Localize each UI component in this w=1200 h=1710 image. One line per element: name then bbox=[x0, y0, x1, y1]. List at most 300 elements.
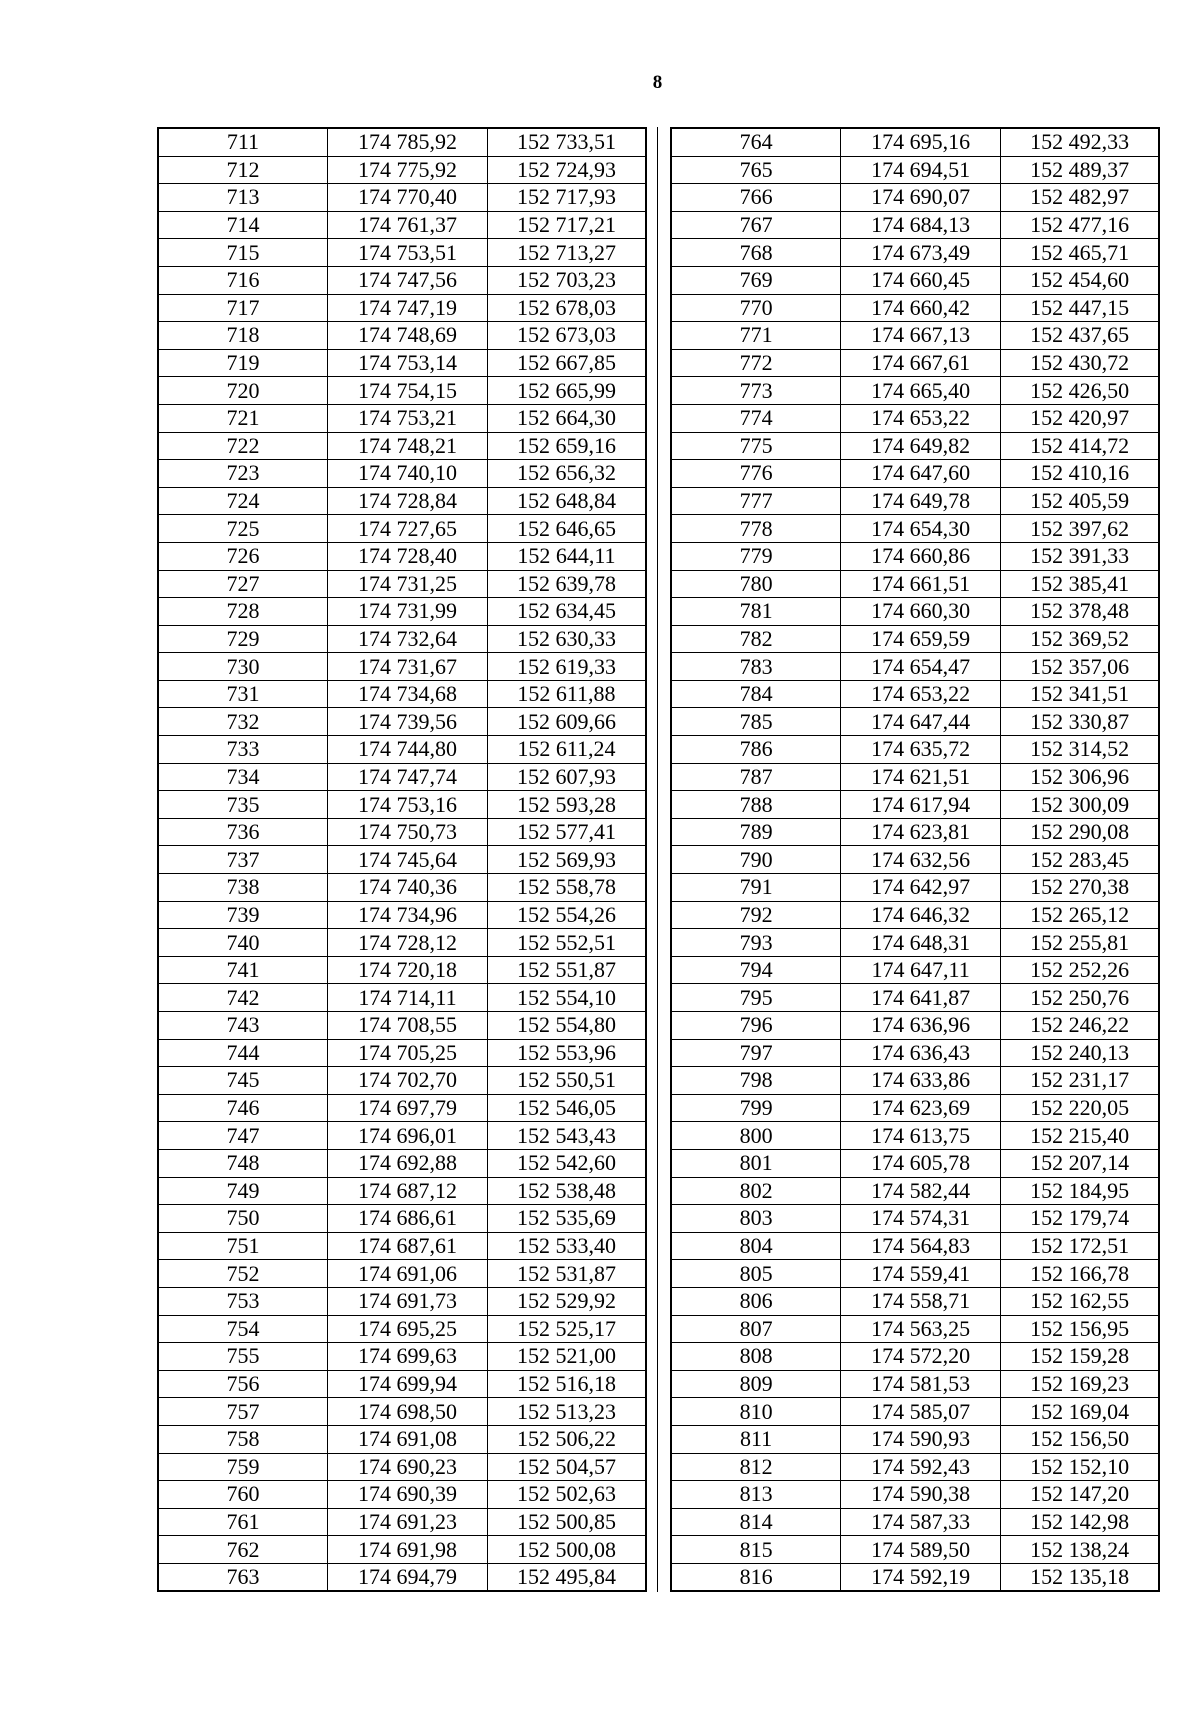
point-number-cell: 812 bbox=[671, 1453, 840, 1481]
point-number-cell: 752 bbox=[158, 1260, 327, 1288]
point-number-cell: 783 bbox=[671, 653, 840, 681]
point-number-cell: 742 bbox=[158, 984, 327, 1012]
y-coordinate-cell: 152 357,06 bbox=[1001, 653, 1159, 681]
table-row bbox=[671, 211, 1159, 239]
y-coordinate-cell: 152 593,28 bbox=[488, 791, 646, 819]
point-number-cell: 769 bbox=[671, 266, 840, 294]
x-coordinate-cell: 174 734,96 bbox=[327, 901, 487, 929]
y-coordinate-cell: 152 420,97 bbox=[1001, 404, 1159, 432]
y-coordinate-cell: 152 314,52 bbox=[1001, 736, 1159, 764]
table-row bbox=[158, 1260, 646, 1288]
table-row bbox=[158, 1315, 646, 1343]
table-row bbox=[671, 598, 1159, 626]
x-coordinate-cell: 174 665,40 bbox=[841, 377, 1001, 405]
point-number-cell: 717 bbox=[158, 294, 327, 322]
point-number-cell: 713 bbox=[158, 184, 327, 212]
x-coordinate-cell: 174 574,31 bbox=[841, 1205, 1001, 1233]
table-row bbox=[158, 1481, 646, 1509]
point-number-cell: 738 bbox=[158, 874, 327, 902]
y-coordinate-cell: 152 477,16 bbox=[1001, 211, 1159, 239]
table-row bbox=[158, 1094, 646, 1122]
x-coordinate-cell: 174 785,92 bbox=[327, 128, 487, 156]
table-row bbox=[671, 1398, 1159, 1426]
point-number-cell: 815 bbox=[671, 1536, 840, 1564]
point-number-cell: 800 bbox=[671, 1122, 840, 1150]
table-row bbox=[158, 1205, 646, 1233]
table-row bbox=[158, 984, 646, 1012]
table-row bbox=[671, 1205, 1159, 1233]
point-number-cell: 796 bbox=[671, 1012, 840, 1040]
y-coordinate-cell: 152 397,62 bbox=[1001, 515, 1159, 543]
table-row bbox=[671, 1370, 1159, 1398]
table-row bbox=[158, 1287, 646, 1315]
x-coordinate-cell: 174 748,21 bbox=[327, 432, 487, 460]
x-coordinate-cell: 174 731,67 bbox=[327, 653, 487, 681]
table-row bbox=[671, 956, 1159, 984]
y-coordinate-cell: 152 300,09 bbox=[1001, 791, 1159, 819]
x-coordinate-cell: 174 747,74 bbox=[327, 763, 487, 791]
x-coordinate-cell: 174 647,60 bbox=[841, 460, 1001, 488]
table-row bbox=[158, 404, 646, 432]
x-coordinate-cell: 174 748,69 bbox=[327, 322, 487, 350]
point-number-cell: 728 bbox=[158, 598, 327, 626]
x-coordinate-cell: 174 714,11 bbox=[327, 984, 487, 1012]
point-number-cell: 711 bbox=[158, 128, 327, 156]
table-row bbox=[158, 570, 646, 598]
table-row bbox=[671, 625, 1159, 653]
table-row bbox=[158, 763, 646, 791]
x-coordinate-cell: 174 649,78 bbox=[841, 487, 1001, 515]
y-coordinate-cell: 152 502,63 bbox=[488, 1481, 646, 1509]
point-number-cell: 764 bbox=[671, 128, 840, 156]
y-coordinate-cell: 152 678,03 bbox=[488, 294, 646, 322]
table-row bbox=[671, 1067, 1159, 1095]
x-coordinate-cell: 174 732,64 bbox=[327, 625, 487, 653]
table-row bbox=[671, 1122, 1159, 1150]
point-number-cell: 748 bbox=[158, 1149, 327, 1177]
point-number-cell: 725 bbox=[158, 515, 327, 543]
y-coordinate-cell: 152 542,60 bbox=[488, 1149, 646, 1177]
y-coordinate-cell: 152 553,96 bbox=[488, 1039, 646, 1067]
x-coordinate-cell: 174 564,83 bbox=[841, 1232, 1001, 1260]
table-row bbox=[671, 1039, 1159, 1067]
x-coordinate-cell: 174 632,56 bbox=[841, 846, 1001, 874]
point-number-cell: 785 bbox=[671, 708, 840, 736]
point-number-cell: 744 bbox=[158, 1039, 327, 1067]
table-row bbox=[671, 653, 1159, 681]
table-row bbox=[158, 184, 646, 212]
point-number-cell: 735 bbox=[158, 791, 327, 819]
x-coordinate-cell: 174 775,92 bbox=[327, 156, 487, 184]
table-row bbox=[158, 956, 646, 984]
point-number-cell: 806 bbox=[671, 1287, 840, 1315]
table-row bbox=[158, 708, 646, 736]
table-row bbox=[671, 1287, 1159, 1315]
point-number-cell: 797 bbox=[671, 1039, 840, 1067]
x-coordinate-cell: 174 660,86 bbox=[841, 542, 1001, 570]
y-coordinate-cell: 152 535,69 bbox=[488, 1205, 646, 1233]
x-coordinate-cell: 174 728,12 bbox=[327, 929, 487, 957]
x-coordinate-cell: 174 753,16 bbox=[327, 791, 487, 819]
y-coordinate-cell: 152 405,59 bbox=[1001, 487, 1159, 515]
x-coordinate-cell: 174 728,40 bbox=[327, 542, 487, 570]
point-number-cell: 810 bbox=[671, 1398, 840, 1426]
table-row bbox=[671, 184, 1159, 212]
table-row bbox=[158, 432, 646, 460]
point-number-cell: 762 bbox=[158, 1536, 327, 1564]
table-row bbox=[158, 294, 646, 322]
y-coordinate-cell: 152 169,23 bbox=[1001, 1370, 1159, 1398]
x-coordinate-cell: 174 691,73 bbox=[327, 1287, 487, 1315]
table-row bbox=[671, 680, 1159, 708]
table-row bbox=[158, 1012, 646, 1040]
x-coordinate-cell: 174 572,20 bbox=[841, 1343, 1001, 1371]
table-row bbox=[671, 1453, 1159, 1481]
point-number-cell: 789 bbox=[671, 818, 840, 846]
point-number-cell: 722 bbox=[158, 432, 327, 460]
table-row bbox=[671, 404, 1159, 432]
table-row bbox=[671, 432, 1159, 460]
point-number-cell: 781 bbox=[671, 598, 840, 626]
point-number-cell: 795 bbox=[671, 984, 840, 1012]
table-separator bbox=[647, 127, 670, 1592]
point-number-cell: 751 bbox=[158, 1232, 327, 1260]
point-number-cell: 772 bbox=[671, 349, 840, 377]
point-number-cell: 808 bbox=[671, 1343, 840, 1371]
y-coordinate-cell: 152 525,17 bbox=[488, 1315, 646, 1343]
x-coordinate-cell: 174 633,86 bbox=[841, 1067, 1001, 1095]
table-row bbox=[671, 377, 1159, 405]
table-row bbox=[671, 239, 1159, 267]
y-coordinate-cell: 152 546,05 bbox=[488, 1094, 646, 1122]
x-coordinate-cell: 174 691,98 bbox=[327, 1536, 487, 1564]
point-number-cell: 811 bbox=[671, 1425, 840, 1453]
y-coordinate-cell: 152 533,40 bbox=[488, 1232, 646, 1260]
y-coordinate-cell: 152 495,84 bbox=[488, 1563, 646, 1591]
table-row bbox=[158, 515, 646, 543]
table-row bbox=[671, 1508, 1159, 1536]
x-coordinate-cell: 174 636,96 bbox=[841, 1012, 1001, 1040]
x-coordinate-cell: 174 647,44 bbox=[841, 708, 1001, 736]
table-row bbox=[671, 294, 1159, 322]
coordinates-table-left bbox=[157, 127, 647, 1592]
table-row bbox=[158, 1536, 646, 1564]
y-coordinate-cell: 152 648,84 bbox=[488, 487, 646, 515]
y-coordinate-cell: 152 644,11 bbox=[488, 542, 646, 570]
point-number-cell: 771 bbox=[671, 322, 840, 350]
x-coordinate-cell: 174 690,23 bbox=[327, 1453, 487, 1481]
y-coordinate-cell: 152 521,00 bbox=[488, 1343, 646, 1371]
y-coordinate-cell: 152 240,13 bbox=[1001, 1039, 1159, 1067]
y-coordinate-cell: 152 665,99 bbox=[488, 377, 646, 405]
x-coordinate-cell: 174 750,73 bbox=[327, 818, 487, 846]
x-coordinate-cell: 174 642,97 bbox=[841, 874, 1001, 902]
x-coordinate-cell: 174 702,70 bbox=[327, 1067, 487, 1095]
table-row bbox=[671, 1232, 1159, 1260]
y-coordinate-cell: 152 147,20 bbox=[1001, 1481, 1159, 1509]
table-row bbox=[671, 1536, 1159, 1564]
y-coordinate-cell: 152 207,14 bbox=[1001, 1149, 1159, 1177]
point-number-cell: 729 bbox=[158, 625, 327, 653]
table-row bbox=[671, 1260, 1159, 1288]
table-row bbox=[158, 1425, 646, 1453]
y-coordinate-cell: 152 465,71 bbox=[1001, 239, 1159, 267]
y-coordinate-cell: 152 664,30 bbox=[488, 404, 646, 432]
y-coordinate-cell: 152 410,16 bbox=[1001, 460, 1159, 488]
y-coordinate-cell: 152 504,57 bbox=[488, 1453, 646, 1481]
x-coordinate-cell: 174 740,10 bbox=[327, 460, 487, 488]
table-row bbox=[671, 1425, 1159, 1453]
y-coordinate-cell: 152 270,38 bbox=[1001, 874, 1159, 902]
x-coordinate-cell: 174 653,22 bbox=[841, 680, 1001, 708]
x-coordinate-cell: 174 692,88 bbox=[327, 1149, 487, 1177]
table-row bbox=[158, 1039, 646, 1067]
x-coordinate-cell: 174 731,25 bbox=[327, 570, 487, 598]
point-number-cell: 799 bbox=[671, 1094, 840, 1122]
point-number-cell: 714 bbox=[158, 211, 327, 239]
y-coordinate-cell: 152 255,81 bbox=[1001, 929, 1159, 957]
y-coordinate-cell: 152 630,33 bbox=[488, 625, 646, 653]
point-number-cell: 721 bbox=[158, 404, 327, 432]
point-number-cell: 741 bbox=[158, 956, 327, 984]
point-number-cell: 765 bbox=[671, 156, 840, 184]
table-row bbox=[158, 377, 646, 405]
x-coordinate-cell: 174 687,12 bbox=[327, 1177, 487, 1205]
x-coordinate-cell: 174 695,25 bbox=[327, 1315, 487, 1343]
y-coordinate-cell: 152 138,24 bbox=[1001, 1536, 1159, 1564]
table-row bbox=[671, 156, 1159, 184]
x-coordinate-cell: 174 745,64 bbox=[327, 846, 487, 874]
table-row bbox=[671, 708, 1159, 736]
y-coordinate-cell: 152 306,96 bbox=[1001, 763, 1159, 791]
y-coordinate-cell: 152 159,28 bbox=[1001, 1343, 1159, 1371]
point-number-cell: 730 bbox=[158, 653, 327, 681]
point-number-cell: 778 bbox=[671, 515, 840, 543]
y-coordinate-cell: 152 426,50 bbox=[1001, 377, 1159, 405]
table-row bbox=[158, 791, 646, 819]
x-coordinate-cell: 174 635,72 bbox=[841, 736, 1001, 764]
y-coordinate-cell: 152 184,95 bbox=[1001, 1177, 1159, 1205]
x-coordinate-cell: 174 694,51 bbox=[841, 156, 1001, 184]
table-row bbox=[158, 460, 646, 488]
y-coordinate-cell: 152 724,93 bbox=[488, 156, 646, 184]
table-row bbox=[158, 1563, 646, 1591]
x-coordinate-cell: 174 613,75 bbox=[841, 1122, 1001, 1150]
y-coordinate-cell: 152 639,78 bbox=[488, 570, 646, 598]
table-row bbox=[671, 1149, 1159, 1177]
table-row bbox=[671, 1012, 1159, 1040]
y-coordinate-cell: 152 437,65 bbox=[1001, 322, 1159, 350]
table-row bbox=[158, 211, 646, 239]
table-row bbox=[671, 929, 1159, 957]
x-coordinate-cell: 174 559,41 bbox=[841, 1260, 1001, 1288]
table-row bbox=[158, 653, 646, 681]
point-number-cell: 784 bbox=[671, 680, 840, 708]
point-number-cell: 774 bbox=[671, 404, 840, 432]
x-coordinate-cell: 174 617,94 bbox=[841, 791, 1001, 819]
table-row bbox=[671, 515, 1159, 543]
point-number-cell: 804 bbox=[671, 1232, 840, 1260]
y-coordinate-cell: 152 551,87 bbox=[488, 956, 646, 984]
table-row bbox=[158, 1232, 646, 1260]
x-coordinate-cell: 174 660,45 bbox=[841, 266, 1001, 294]
point-number-cell: 814 bbox=[671, 1508, 840, 1536]
table-row bbox=[158, 736, 646, 764]
table-row bbox=[158, 846, 646, 874]
table-row bbox=[158, 156, 646, 184]
point-number-cell: 809 bbox=[671, 1370, 840, 1398]
table-row bbox=[158, 929, 646, 957]
table-row bbox=[671, 818, 1159, 846]
table-row bbox=[158, 487, 646, 515]
point-number-cell: 731 bbox=[158, 680, 327, 708]
point-number-cell: 739 bbox=[158, 901, 327, 929]
point-number-cell: 760 bbox=[158, 1481, 327, 1509]
point-number-cell: 805 bbox=[671, 1260, 840, 1288]
point-number-cell: 807 bbox=[671, 1315, 840, 1343]
point-number-cell: 736 bbox=[158, 818, 327, 846]
y-coordinate-cell: 152 414,72 bbox=[1001, 432, 1159, 460]
x-coordinate-cell: 174 744,80 bbox=[327, 736, 487, 764]
table-row bbox=[158, 128, 646, 156]
table-row bbox=[671, 570, 1159, 598]
point-number-cell: 724 bbox=[158, 487, 327, 515]
y-coordinate-cell: 152 492,33 bbox=[1001, 128, 1159, 156]
table-row bbox=[671, 846, 1159, 874]
y-coordinate-cell: 152 166,78 bbox=[1001, 1260, 1159, 1288]
x-coordinate-cell: 174 661,51 bbox=[841, 570, 1001, 598]
x-coordinate-cell: 174 691,06 bbox=[327, 1260, 487, 1288]
y-coordinate-cell: 152 172,51 bbox=[1001, 1232, 1159, 1260]
y-coordinate-cell: 152 341,51 bbox=[1001, 680, 1159, 708]
x-coordinate-cell: 174 623,69 bbox=[841, 1094, 1001, 1122]
point-number-cell: 792 bbox=[671, 901, 840, 929]
y-coordinate-cell: 152 283,45 bbox=[1001, 846, 1159, 874]
y-coordinate-cell: 152 569,93 bbox=[488, 846, 646, 874]
table-row bbox=[671, 460, 1159, 488]
table-row bbox=[158, 598, 646, 626]
x-coordinate-cell: 174 590,38 bbox=[841, 1481, 1001, 1509]
table-row bbox=[671, 763, 1159, 791]
point-number-cell: 787 bbox=[671, 763, 840, 791]
x-coordinate-cell: 174 660,30 bbox=[841, 598, 1001, 626]
x-coordinate-cell: 174 734,68 bbox=[327, 680, 487, 708]
y-coordinate-cell: 152 543,43 bbox=[488, 1122, 646, 1150]
table-row bbox=[158, 1067, 646, 1095]
table-row bbox=[158, 322, 646, 350]
y-coordinate-cell: 152 489,37 bbox=[1001, 156, 1159, 184]
table-row bbox=[158, 1453, 646, 1481]
table-row bbox=[671, 322, 1159, 350]
table-row bbox=[158, 239, 646, 267]
table-row bbox=[158, 680, 646, 708]
table-row bbox=[671, 1481, 1159, 1509]
table-row bbox=[671, 128, 1159, 156]
y-coordinate-cell: 152 215,40 bbox=[1001, 1122, 1159, 1150]
y-coordinate-cell: 152 513,23 bbox=[488, 1398, 646, 1426]
y-coordinate-cell: 152 717,21 bbox=[488, 211, 646, 239]
x-coordinate-cell: 174 695,16 bbox=[841, 128, 1001, 156]
y-coordinate-cell: 152 673,03 bbox=[488, 322, 646, 350]
y-coordinate-cell: 152 659,16 bbox=[488, 432, 646, 460]
y-coordinate-cell: 152 500,85 bbox=[488, 1508, 646, 1536]
y-coordinate-cell: 152 290,08 bbox=[1001, 818, 1159, 846]
table-row bbox=[158, 1149, 646, 1177]
x-coordinate-cell: 174 698,50 bbox=[327, 1398, 487, 1426]
table-row bbox=[671, 1094, 1159, 1122]
y-coordinate-cell: 152 265,12 bbox=[1001, 901, 1159, 929]
x-coordinate-cell: 174 699,94 bbox=[327, 1370, 487, 1398]
y-coordinate-cell: 152 378,48 bbox=[1001, 598, 1159, 626]
table-row bbox=[158, 625, 646, 653]
x-coordinate-cell: 174 753,21 bbox=[327, 404, 487, 432]
table-row bbox=[158, 542, 646, 570]
x-coordinate-cell: 174 687,61 bbox=[327, 1232, 487, 1260]
y-coordinate-cell: 152 529,92 bbox=[488, 1287, 646, 1315]
x-coordinate-cell: 174 728,84 bbox=[327, 487, 487, 515]
point-number-cell: 788 bbox=[671, 791, 840, 819]
point-number-cell: 767 bbox=[671, 211, 840, 239]
table-row bbox=[158, 1343, 646, 1371]
x-coordinate-cell: 174 753,51 bbox=[327, 239, 487, 267]
table-row bbox=[671, 1315, 1159, 1343]
point-number-cell: 715 bbox=[158, 239, 327, 267]
point-number-cell: 716 bbox=[158, 266, 327, 294]
table-row bbox=[671, 487, 1159, 515]
table-row bbox=[158, 874, 646, 902]
y-coordinate-cell: 152 152,10 bbox=[1001, 1453, 1159, 1481]
point-number-cell: 727 bbox=[158, 570, 327, 598]
y-coordinate-cell: 152 330,87 bbox=[1001, 708, 1159, 736]
y-coordinate-cell: 152 611,24 bbox=[488, 736, 646, 764]
y-coordinate-cell: 152 169,04 bbox=[1001, 1398, 1159, 1426]
y-coordinate-cell: 152 156,50 bbox=[1001, 1425, 1159, 1453]
x-coordinate-cell: 174 690,07 bbox=[841, 184, 1001, 212]
y-coordinate-cell: 152 156,95 bbox=[1001, 1315, 1159, 1343]
y-coordinate-cell: 152 554,80 bbox=[488, 1012, 646, 1040]
table-row bbox=[158, 266, 646, 294]
x-coordinate-cell: 174 673,49 bbox=[841, 239, 1001, 267]
table-row bbox=[671, 984, 1159, 1012]
point-number-cell: 758 bbox=[158, 1425, 327, 1453]
x-coordinate-cell: 174 582,44 bbox=[841, 1177, 1001, 1205]
x-coordinate-cell: 174 660,42 bbox=[841, 294, 1001, 322]
y-coordinate-cell: 152 231,17 bbox=[1001, 1067, 1159, 1095]
x-coordinate-cell: 174 641,87 bbox=[841, 984, 1001, 1012]
table-row bbox=[158, 1398, 646, 1426]
table-row bbox=[671, 349, 1159, 377]
x-coordinate-cell: 174 648,31 bbox=[841, 929, 1001, 957]
y-coordinate-cell: 152 250,76 bbox=[1001, 984, 1159, 1012]
table-row bbox=[671, 901, 1159, 929]
x-coordinate-cell: 174 686,61 bbox=[327, 1205, 487, 1233]
point-number-cell: 782 bbox=[671, 625, 840, 653]
point-number-cell: 747 bbox=[158, 1122, 327, 1150]
y-coordinate-cell: 152 646,65 bbox=[488, 515, 646, 543]
x-coordinate-cell: 174 691,23 bbox=[327, 1508, 487, 1536]
x-coordinate-cell: 174 636,43 bbox=[841, 1039, 1001, 1067]
point-number-cell: 734 bbox=[158, 763, 327, 791]
point-number-cell: 775 bbox=[671, 432, 840, 460]
point-number-cell: 790 bbox=[671, 846, 840, 874]
x-coordinate-cell: 174 747,19 bbox=[327, 294, 487, 322]
y-coordinate-cell: 152 162,55 bbox=[1001, 1287, 1159, 1315]
x-coordinate-cell: 174 770,40 bbox=[327, 184, 487, 212]
x-coordinate-cell: 174 691,08 bbox=[327, 1425, 487, 1453]
y-coordinate-cell: 152 667,85 bbox=[488, 349, 646, 377]
point-number-cell: 754 bbox=[158, 1315, 327, 1343]
x-coordinate-cell: 174 705,25 bbox=[327, 1039, 487, 1067]
